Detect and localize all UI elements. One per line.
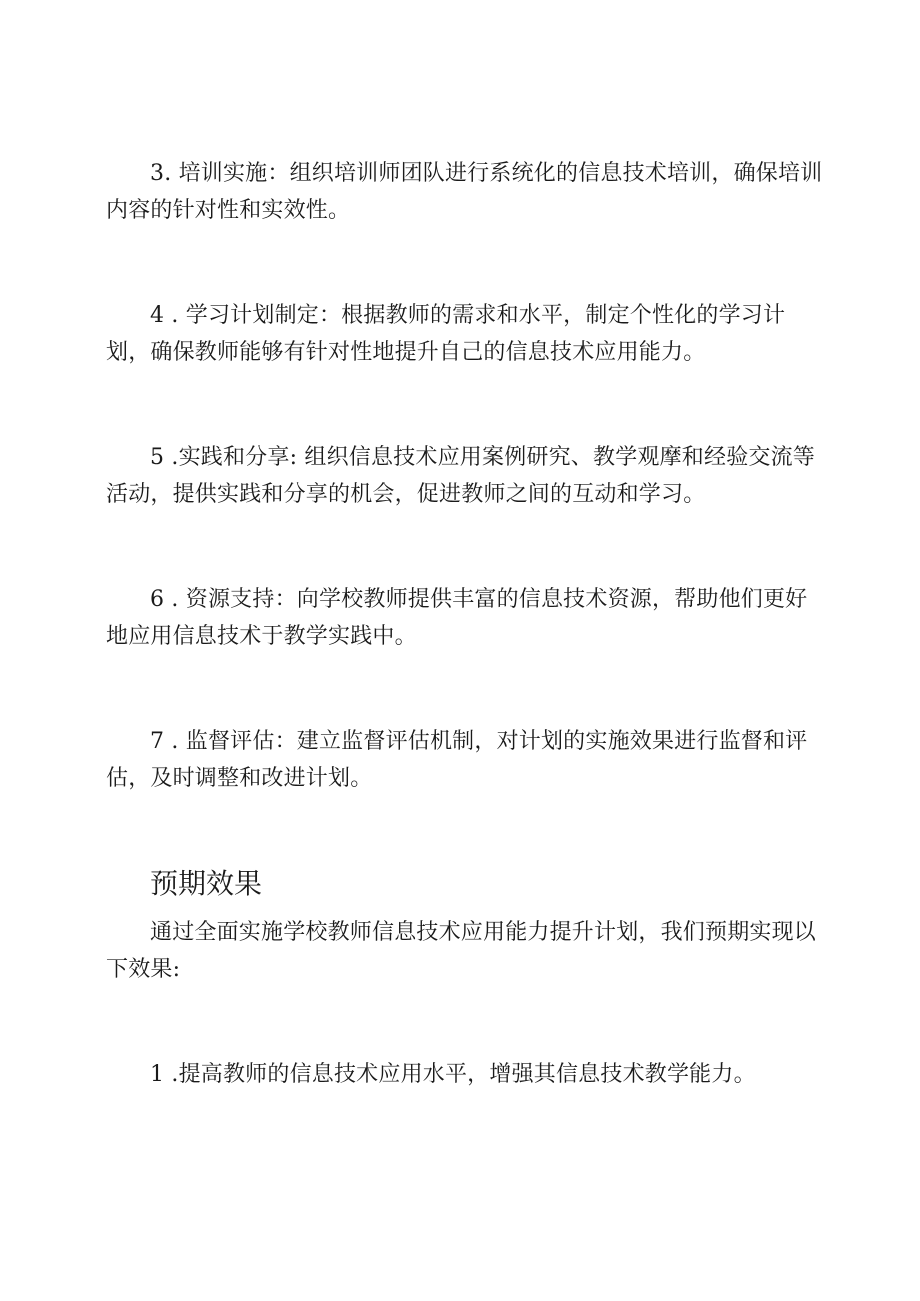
list-item-5: 5 .实践和分享: 组织信息技术应用案例研究、教学观摩和经验交流等活动，提供实践和分享的机会，促进教师之间的互动和学习。 xyxy=(106,445,815,507)
list-item-7: 7 . 监督评估：建立监督评估机制，对计划的实施效果进行监督和评估，及时调整和改进计划。 xyxy=(106,729,808,791)
section-heading: 预期效果 xyxy=(150,867,263,900)
document-body xyxy=(106,155,824,1093)
effect-item-1: 1 .提高教师的信息技术应用水平，增强其信息技术教学能力。 xyxy=(150,1062,756,1087)
list-item-3: 3. 培训实施：组织培训师团队进行系统化的信息技术培训，确保培训内容的针对性和实效性。 xyxy=(106,161,823,223)
list-item-6: 6 . 资源支持：向学校教师提供丰富的信息技术资源，帮助他们更好地应用信息技术于教学实践中。 xyxy=(106,587,808,649)
section-intro: 通过全面实施学校教师信息技术应用能力提升计划，我们预期实现以下效果: xyxy=(106,920,817,982)
list-item-4: 4 . 学习计划制定：根据教师的需求和水平，制定个性化的学习计划，确保教师能够有针对性地提升自己的信息技术应用能力。 xyxy=(106,303,786,365)
